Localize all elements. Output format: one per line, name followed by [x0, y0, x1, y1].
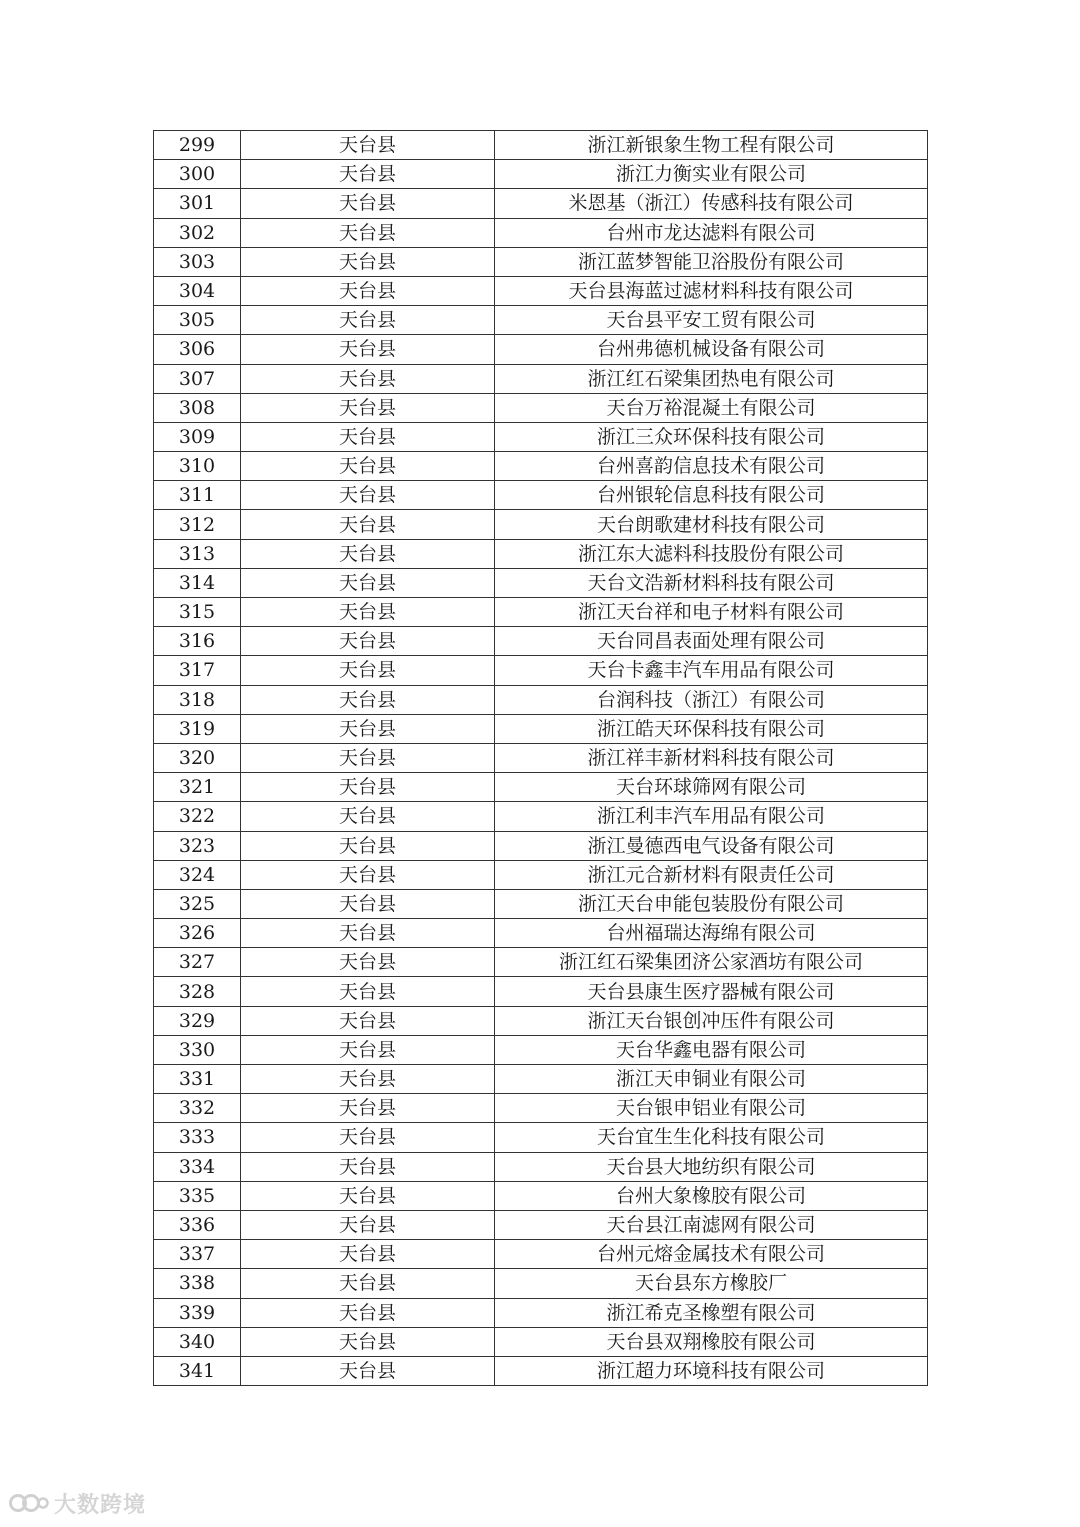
table-row	[154, 510, 928, 539]
row-number-cell: 326	[154, 919, 241, 948]
table-row	[154, 627, 928, 656]
table-row	[154, 1035, 928, 1064]
table-row	[154, 160, 928, 189]
county-cell: 天台县	[241, 1181, 495, 1210]
table-row	[154, 1240, 928, 1269]
county-cell: 天台县	[241, 510, 495, 539]
row-number-cell: 325	[154, 889, 241, 918]
county-cell: 天台县	[241, 1210, 495, 1239]
row-number-cell: 338	[154, 1269, 241, 1298]
county-cell: 天台县	[241, 685, 495, 714]
row-number-cell: 299	[154, 131, 241, 160]
company-name-cell: 浙江利丰汽车用品有限公司	[495, 802, 928, 831]
row-number-cell: 341	[154, 1356, 241, 1385]
table-row	[154, 948, 928, 977]
company-name-cell: 台州福瑞达海绵有限公司	[495, 919, 928, 948]
company-name-cell: 浙江希克圣橡塑有限公司	[495, 1298, 928, 1327]
table-row	[154, 1152, 928, 1181]
company-name-cell: 天台同昌表面处理有限公司	[495, 627, 928, 656]
county-cell: 天台县	[241, 364, 495, 393]
company-name-cell: 天台万裕混凝土有限公司	[495, 393, 928, 422]
row-number-cell: 304	[154, 276, 241, 305]
company-name-cell: 天台银申铝业有限公司	[495, 1094, 928, 1123]
county-cell: 天台县	[241, 977, 495, 1006]
county-cell: 天台县	[241, 422, 495, 451]
company-name-cell: 浙江三众环保科技有限公司	[495, 422, 928, 451]
company-name-cell: 浙江元合新材料有限责任公司	[495, 860, 928, 889]
table-row	[154, 568, 928, 597]
table-row	[154, 1327, 928, 1356]
county-cell: 天台县	[241, 481, 495, 510]
company-name-cell: 浙江天台申能包装股份有限公司	[495, 889, 928, 918]
table-row	[154, 685, 928, 714]
row-number-cell: 333	[154, 1123, 241, 1152]
company-name-cell: 浙江祥丰新材料科技有限公司	[495, 743, 928, 772]
table-row	[154, 1269, 928, 1298]
county-cell: 天台县	[241, 948, 495, 977]
row-number-cell: 339	[154, 1298, 241, 1327]
table-row	[154, 1094, 928, 1123]
row-number-cell: 337	[154, 1240, 241, 1269]
company-name-cell: 天台文浩新材料科技有限公司	[495, 568, 928, 597]
row-number-cell: 315	[154, 598, 241, 627]
company-name-cell: 天台县东方橡胶厂	[495, 1269, 928, 1298]
county-cell: 天台县	[241, 1298, 495, 1327]
company-name-cell: 天台县江南滤网有限公司	[495, 1210, 928, 1239]
row-number-cell: 331	[154, 1065, 241, 1094]
table-row	[154, 1298, 928, 1327]
table-row	[154, 364, 928, 393]
row-number-cell: 309	[154, 422, 241, 451]
county-cell: 天台县	[241, 393, 495, 422]
county-cell: 天台县	[241, 1269, 495, 1298]
row-number-cell: 322	[154, 802, 241, 831]
county-cell: 天台县	[241, 1152, 495, 1181]
row-number-cell: 332	[154, 1094, 241, 1123]
county-cell: 天台县	[241, 1123, 495, 1152]
county-cell: 天台县	[241, 598, 495, 627]
table-row	[154, 452, 928, 481]
company-name-cell: 天台县双翔橡胶有限公司	[495, 1327, 928, 1356]
county-cell: 天台县	[241, 189, 495, 218]
table-row	[154, 919, 928, 948]
table-row	[154, 977, 928, 1006]
county-cell: 天台县	[241, 218, 495, 247]
company-list-table	[153, 130, 928, 1386]
county-cell: 天台县	[241, 335, 495, 364]
row-number-cell: 335	[154, 1181, 241, 1210]
county-cell: 天台县	[241, 656, 495, 685]
row-number-cell: 323	[154, 831, 241, 860]
table-row	[154, 393, 928, 422]
county-cell: 天台县	[241, 1094, 495, 1123]
county-cell: 天台县	[241, 743, 495, 772]
county-cell: 天台县	[241, 539, 495, 568]
row-number-cell: 319	[154, 714, 241, 743]
company-name-cell: 浙江红石梁集团济公家酒坊有限公司	[495, 948, 928, 977]
county-cell: 天台县	[241, 714, 495, 743]
county-cell: 天台县	[241, 1035, 495, 1064]
row-number-cell: 329	[154, 1006, 241, 1035]
company-name-cell: 台州喜韵信息技术有限公司	[495, 452, 928, 481]
table-row	[154, 218, 928, 247]
table-row	[154, 1210, 928, 1239]
county-cell: 天台县	[241, 919, 495, 948]
table-row	[154, 743, 928, 772]
watermark-text: 大数跨境	[54, 1492, 147, 1518]
company-name-cell: 米恩基（浙江）传感科技有限公司	[495, 189, 928, 218]
company-name-cell: 天台县大地纺织有限公司	[495, 1152, 928, 1181]
table-row	[154, 276, 928, 305]
company-name-cell: 浙江东大滤料科技股份有限公司	[495, 539, 928, 568]
table-row	[154, 598, 928, 627]
company-name-cell: 天台县海蓝过滤材料科技有限公司	[495, 276, 928, 305]
row-number-cell: 317	[154, 656, 241, 685]
row-number-cell: 320	[154, 743, 241, 772]
county-cell: 天台县	[241, 1327, 495, 1356]
row-number-cell: 316	[154, 627, 241, 656]
company-name-cell: 浙江新银象生物工程有限公司	[495, 131, 928, 160]
company-name-cell: 台州弗德机械设备有限公司	[495, 335, 928, 364]
company-name-cell: 台州银轮信息科技有限公司	[495, 481, 928, 510]
watermark	[8, 1488, 146, 1518]
county-cell: 天台县	[241, 889, 495, 918]
table-row	[154, 1006, 928, 1035]
table-row	[154, 831, 928, 860]
row-number-cell: 327	[154, 948, 241, 977]
county-cell: 天台县	[241, 860, 495, 889]
company-name-cell: 浙江天申铜业有限公司	[495, 1065, 928, 1094]
row-number-cell: 311	[154, 481, 241, 510]
county-cell: 天台县	[241, 247, 495, 276]
table-row	[154, 131, 928, 160]
county-cell: 天台县	[241, 802, 495, 831]
row-number-cell: 303	[154, 247, 241, 276]
row-number-cell: 314	[154, 568, 241, 597]
company-name-cell: 浙江皓天环保科技有限公司	[495, 714, 928, 743]
table-row	[154, 1123, 928, 1152]
company-name-cell: 台州大象橡胶有限公司	[495, 1181, 928, 1210]
table-row	[154, 1356, 928, 1385]
company-name-cell: 台润科技（浙江）有限公司	[495, 685, 928, 714]
company-name-cell: 浙江天台祥和电子材料有限公司	[495, 598, 928, 627]
county-cell: 天台县	[241, 1240, 495, 1269]
table-row	[154, 889, 928, 918]
row-number-cell: 313	[154, 539, 241, 568]
county-cell: 天台县	[241, 1006, 495, 1035]
company-name-cell: 台州市龙达滤料有限公司	[495, 218, 928, 247]
table-row	[154, 1065, 928, 1094]
row-number-cell: 330	[154, 1035, 241, 1064]
table-row	[154, 860, 928, 889]
county-cell: 天台县	[241, 1065, 495, 1094]
row-number-cell: 300	[154, 160, 241, 189]
company-name-cell: 天台华鑫电器有限公司	[495, 1035, 928, 1064]
company-name-cell: 浙江天台银创冲压件有限公司	[495, 1006, 928, 1035]
table-row	[154, 306, 928, 335]
row-number-cell: 324	[154, 860, 241, 889]
row-number-cell: 321	[154, 773, 241, 802]
company-name-cell: 天台卡鑫丰汽车用品有限公司	[495, 656, 928, 685]
table-row	[154, 802, 928, 831]
row-number-cell: 305	[154, 306, 241, 335]
company-name-cell: 浙江红石梁集团热电有限公司	[495, 364, 928, 393]
company-name-cell: 天台县康生医疗器械有限公司	[495, 977, 928, 1006]
company-name-cell: 浙江超力环境科技有限公司	[495, 1356, 928, 1385]
table-row	[154, 539, 928, 568]
company-name-cell: 天台县平安工贸有限公司	[495, 306, 928, 335]
company-name-cell: 天台朗歌建材科技有限公司	[495, 510, 928, 539]
company-name-cell: 浙江力衡实业有限公司	[495, 160, 928, 189]
county-cell: 天台县	[241, 773, 495, 802]
county-cell: 天台县	[241, 627, 495, 656]
county-cell: 天台县	[241, 306, 495, 335]
row-number-cell: 302	[154, 218, 241, 247]
company-name-cell: 天台环球筛网有限公司	[495, 773, 928, 802]
county-cell: 天台县	[241, 131, 495, 160]
company-name-cell: 浙江曼德西电气设备有限公司	[495, 831, 928, 860]
county-cell: 天台县	[241, 831, 495, 860]
company-name-cell: 台州元熔金属技术有限公司	[495, 1240, 928, 1269]
county-cell: 天台县	[241, 160, 495, 189]
table-row	[154, 481, 928, 510]
table-row	[154, 247, 928, 276]
row-number-cell: 306	[154, 335, 241, 364]
table-row	[154, 773, 928, 802]
company-name-cell: 浙江蓝梦智能卫浴股份有限公司	[495, 247, 928, 276]
row-number-cell: 312	[154, 510, 241, 539]
row-number-cell: 318	[154, 685, 241, 714]
table-body	[154, 131, 928, 1386]
table-row	[154, 1181, 928, 1210]
row-number-cell: 307	[154, 364, 241, 393]
row-number-cell: 340	[154, 1327, 241, 1356]
table-row	[154, 422, 928, 451]
county-cell: 天台县	[241, 568, 495, 597]
dashuju-logo-icon	[8, 1490, 50, 1516]
table-row	[154, 335, 928, 364]
row-number-cell: 336	[154, 1210, 241, 1239]
county-cell: 天台县	[241, 1356, 495, 1385]
county-cell: 天台县	[241, 276, 495, 305]
row-number-cell: 301	[154, 189, 241, 218]
row-number-cell: 308	[154, 393, 241, 422]
county-cell: 天台县	[241, 452, 495, 481]
company-name-cell: 天台宜生生化科技有限公司	[495, 1123, 928, 1152]
row-number-cell: 334	[154, 1152, 241, 1181]
table-row	[154, 656, 928, 685]
table-row	[154, 189, 928, 218]
table-row	[154, 714, 928, 743]
row-number-cell: 310	[154, 452, 241, 481]
row-number-cell: 328	[154, 977, 241, 1006]
